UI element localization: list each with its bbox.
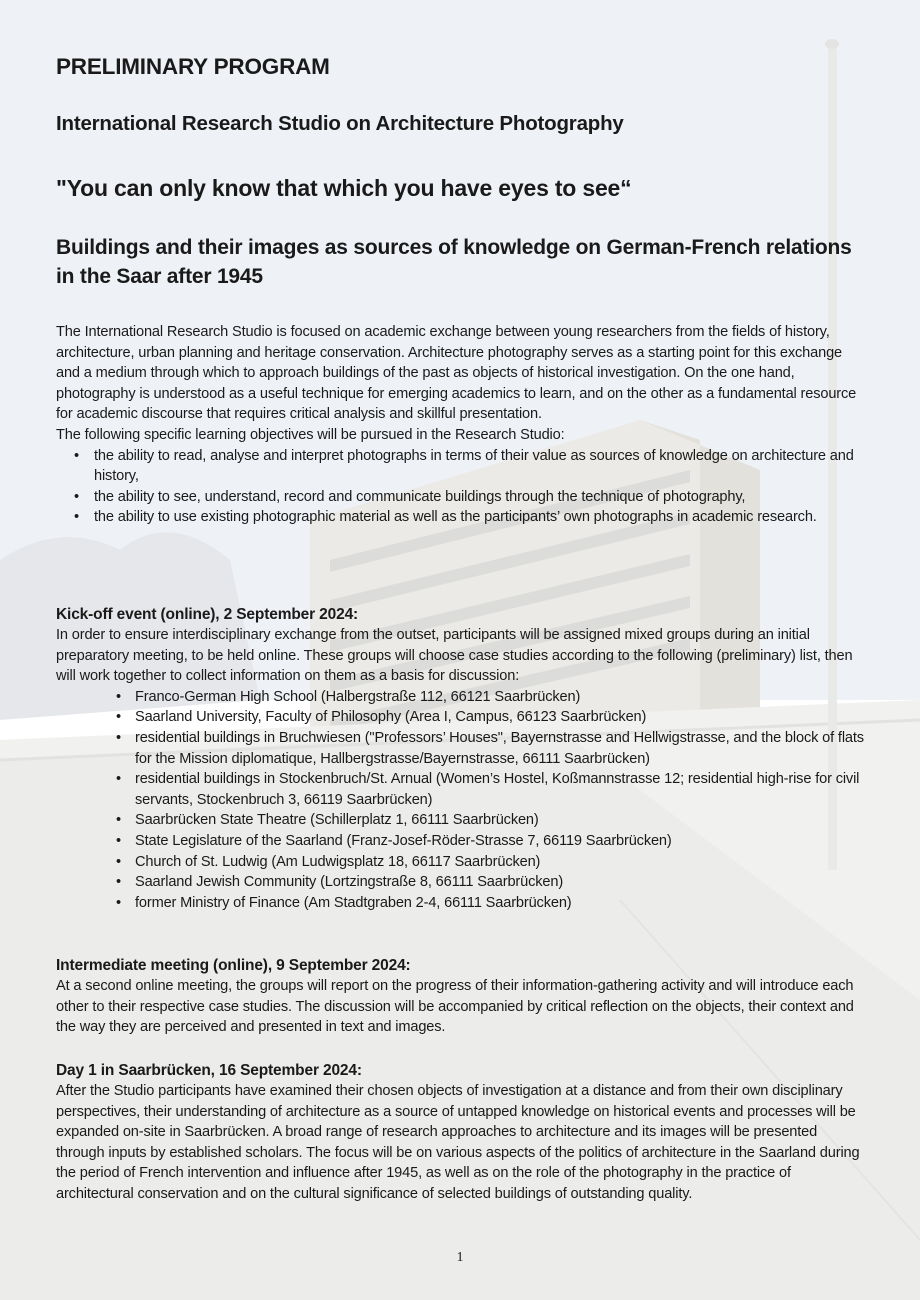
- page-number: 1: [456, 1250, 464, 1265]
- objectives-lead: The following specific learning objectives will be pursued in the Research Studio:: [56, 426, 565, 443]
- document-quote: "You can only know that which you have eyes to see“: [56, 175, 632, 201]
- intermediate-heading: Intermediate meeting (online), 9 September 2024:: [56, 957, 411, 974]
- intro-section: [56, 322, 868, 528]
- list-item: • the ability to read, analyse and interpret photographs in terms of their value as sources of knowledge on architecture and history,: [94, 446, 868, 487]
- list-item: • State Legislature of the Saarland (Franz-Josef-Röder-Strasse 7, 66119 Saarbrücken): [135, 831, 868, 852]
- list-item: • former Ministry of Finance (Am Stadtgraben 2-4, 66111 Saarbrücken): [135, 893, 868, 914]
- document-title: PRELIMINARY PROGRAM: [56, 54, 330, 79]
- case-study-list: [56, 687, 868, 914]
- day1-text: After the Studio participants have examined their chosen objects of investigation at a distance and from their own disciplinary perspectives, their understanding of architecture as a source of untapped knowledge on historical events and processes will be expanded on-site in Saarbrücken. A broad range of research approaches to architecture and its images will be presented through inputs by established scholars. The focus will be on various aspects of the politics of architecture in the Saarland during the period of French intervention and influence after 1945, as well as on the role of the photography in the practice of architectural conservation and on the cultural significance of selected buildings of outstanding quality.: [56, 1083, 860, 1202]
- kickoff-heading: Kick-off event (online), 2 September 2024:: [56, 606, 359, 623]
- list-item: • residential buildings in Stockenbruch/St. Arnual (Women’s Hostel, Koßmannstrasse 12; residential high-rise for civil servants, Stockenbruch 3, 66119 Saarbrücken): [135, 769, 868, 810]
- list-item: • Church of St. Ludwig (Am Ludwigsplatz 18, 66117 Saarbrücken): [135, 852, 868, 873]
- document-topic: Buildings and their images as sources of knowledge on German-French relations in the Saar after 1945: [56, 236, 852, 288]
- list-item: • residential buildings in Bruchwiesen ("Professors’ Houses", Bayernstrasse and Hellwigstrasse, and the block of flats for the Mission diplomatique, Hallbergstrasse/Bayernstrasse, 66111 Saarbrücken): [135, 728, 868, 769]
- kickoff-section: [56, 604, 868, 913]
- document-subtitle: International Research Studio on Architecture Photography: [56, 112, 624, 135]
- day1-section: [56, 1060, 868, 1205]
- list-item: • the ability to use existing photographic material as well as the participants’ own photographs in academic research.: [94, 507, 868, 528]
- day1-heading: Day 1 in Saarbrücken, 16 September 2024:: [56, 1062, 362, 1079]
- list-item: • the ability to see, understand, record and communicate buildings through the technique of photography,: [94, 487, 868, 508]
- kickoff-text: In order to ensure interdisciplinary exchange from the outset, participants will be assigned mixed groups during an initial preparatory meeting, to be held online. These groups will choose case studies according to the following (preliminary) list, then will work together to collect information on them as a basis for discussion:: [56, 627, 853, 685]
- list-item: • Saarland University, Faculty of Philosophy (Area I, Campus, 66123 Saarbrücken): [135, 707, 868, 728]
- objectives-list: [56, 446, 868, 528]
- intermediate-section: [56, 955, 868, 1038]
- intro-paragraph: The International Research Studio is focused on academic exchange between young researchers from the fields of history, architecture, urban planning and heritage conservation. Architecture photography serves as a starting point for this exchange and a medium through which to approach buildings of the past as objects of historical investigation. On the one hand, photography is understood as a useful technique for emerging academics to learn, and on the other as a fundamental resource for academic discourse that requires critical analysis and skillful presentation.: [56, 324, 857, 423]
- list-item: • Saarland Jewish Community (Lortzingstraße 8, 66111 Saarbrücken): [135, 872, 868, 893]
- list-item: • Saarbrücken State Theatre (Schillerplatz 1, 66111 Saarbrücken): [135, 810, 868, 831]
- list-item: • Franco-German High School (Halbergstraße 112, 66121 Saarbrücken): [135, 687, 868, 708]
- intermediate-text: At a second online meeting, the groups will report on the progress of their information-gathering activity and will introduce each other to their respective case studies. The discussion will be accompanied by critical reflection on the objects, their context and the way they are perceived and presented in text and images.: [56, 978, 854, 1036]
